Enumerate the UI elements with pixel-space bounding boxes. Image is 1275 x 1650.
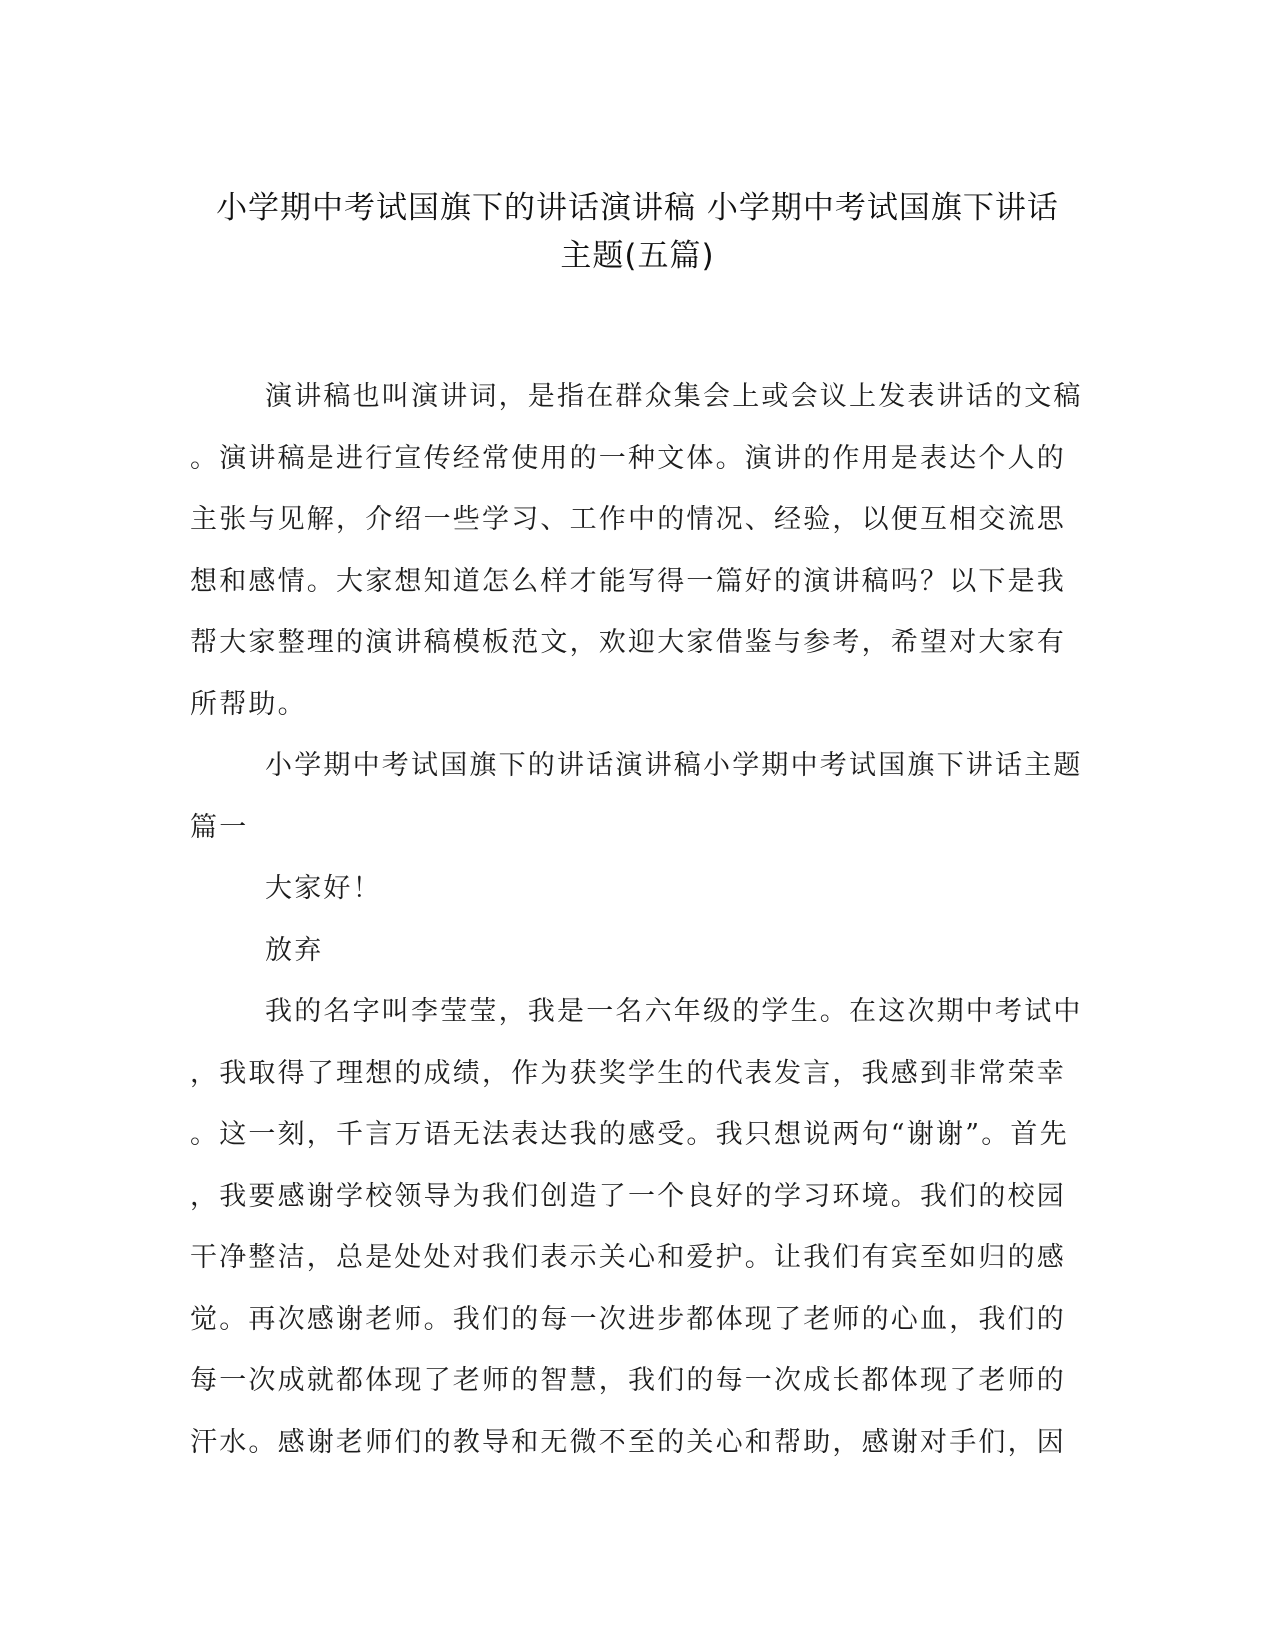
paragraph-speech [190, 981, 1083, 1473]
text-line: 大家好！ [265, 873, 382, 904]
text-line: 所帮助。 [190, 688, 307, 720]
text-line: 小学期中考试国旗下的讲话演讲稿小学期中考试国旗下讲话主题 [265, 750, 1083, 781]
text-line: 想和感情。大家想知道怎么样才能写得一篇好的演讲稿吗？以下是我 [190, 565, 1066, 597]
text-line: 我的名字叫李莹莹，我是一名六年级的学生。在这次期中考试中 [265, 996, 1083, 1027]
text-line: 每一次成就都体现了老师的智慧，我们的每一次成长都体现了老师的 [190, 1365, 1066, 1396]
document-body [190, 366, 1083, 1473]
text-line: 。演讲稿是进行宣传经常使用的一种文体。演讲的作用是表达个人的 [190, 442, 1066, 474]
text-line: 。这一刻，千言万语无法表达我的感受。我只想说两句“谢谢”。首先 [190, 1119, 1069, 1150]
text-line: 干净整洁，总是处处对我们表示关心和爱护。让我们有宾至如归的感 [190, 1242, 1066, 1273]
paragraph-word [190, 920, 1080, 982]
paragraph-section-heading [190, 735, 1083, 858]
document-title [150, 184, 1125, 280]
text-line: 帮大家整理的演讲稿模板范文，欢迎大家借鉴与参考，希望对大家有 [190, 627, 1066, 658]
title-line: 主题(五篇) [560, 238, 715, 274]
text-line: 篇一 [190, 811, 249, 843]
text-line: 主张与见解，介绍一些学习、工作中的情况、经验，以便互相交流思 [190, 504, 1066, 535]
text-line: 汗水。感谢老师们的教导和无微不至的关心和帮助，感谢对手们，因 [190, 1426, 1066, 1458]
paragraph-greeting [190, 858, 1080, 920]
text-line: 演讲稿也叫演讲词，是指在群众集会上或会议上发表讲话的文稿 [265, 381, 1083, 412]
paragraph-intro [190, 366, 1083, 735]
text-line: 放弃 [265, 934, 324, 966]
title-line: 小学期中考试国旗下的讲话演讲稿 小学期中考试国旗下讲话 [216, 190, 1059, 226]
text-line: ，我取得了理想的成绩，作为获奖学生的代表发言，我感到非常荣幸 [190, 1057, 1066, 1089]
text-line: ，我要感谢学校领导为我们创造了一个良好的学习环境。我们的校园 [190, 1180, 1066, 1212]
text-line: 觉。再次感谢老师。我们的每一次进步都体现了老师的心血，我们的 [190, 1303, 1066, 1335]
